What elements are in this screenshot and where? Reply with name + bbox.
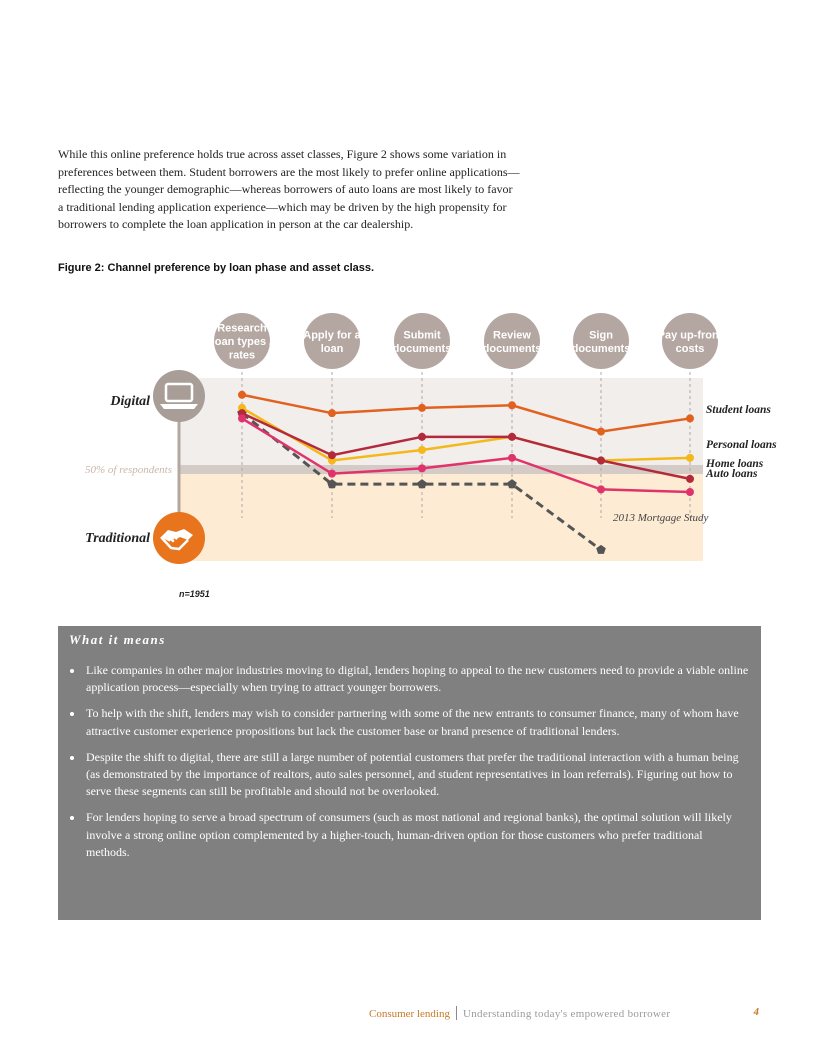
category-bubbles bbox=[212, 313, 723, 369]
category-label: costs bbox=[675, 342, 705, 355]
series-point bbox=[686, 475, 694, 483]
digital-band bbox=[180, 378, 703, 467]
footer-brand: Consumer lending bbox=[369, 1008, 450, 1020]
category-label: Sign bbox=[589, 329, 613, 342]
series-point bbox=[686, 454, 694, 462]
sample-size-note: n=1951 bbox=[179, 589, 210, 599]
list-item: To help with the shift, lenders may wish to consider partnering with some of the new entrants to consumer finance, many of whom have attractive customer experience propositions but lack the customer base or brand presence of traditional lenders. bbox=[69, 705, 749, 739]
digital-label: Digital bbox=[110, 394, 150, 409]
footer-description: Understanding today's empowered borrower bbox=[462, 1008, 671, 1020]
traditional-label: Traditional bbox=[85, 531, 150, 546]
series-point bbox=[508, 401, 516, 409]
series-point bbox=[686, 414, 694, 422]
laptop-icon bbox=[153, 370, 205, 422]
series-point bbox=[238, 391, 246, 399]
category-label: Research bbox=[217, 322, 267, 335]
category-label: rates bbox=[228, 349, 256, 362]
category-label: Apply for a bbox=[303, 329, 361, 342]
series-point bbox=[597, 485, 605, 493]
series-point bbox=[418, 433, 426, 441]
category-label: documents bbox=[571, 342, 631, 355]
category-bubble bbox=[393, 313, 452, 369]
series-point bbox=[508, 454, 516, 462]
figure-title: Figure 2: Channel preference by loan phase and asset class. bbox=[58, 262, 375, 274]
list-item: Like companies in other major industries moving to digital, lenders hoping to appeal to the new customers need to provide a viable online application process—especially when trying to attract younger borrowers. bbox=[69, 662, 749, 696]
list-item: For lenders hoping to serve a broad spectrum of consumers (such as most national and regional banks), the optimal solution will likely involve a strong online option complemented by a higher-touch, human-driven option for those customers who prefer traditional methods. bbox=[69, 809, 749, 861]
handshake-icon bbox=[153, 512, 205, 564]
category-label: documents bbox=[482, 342, 542, 355]
series-label: Home loans bbox=[706, 458, 764, 470]
what-it-means-box bbox=[58, 626, 761, 920]
what-it-means-list bbox=[69, 662, 749, 861]
series-point bbox=[328, 409, 336, 417]
reference-label: 50% of respondents bbox=[85, 464, 172, 476]
series-point bbox=[508, 433, 516, 441]
series-point bbox=[418, 404, 426, 412]
category-bubble bbox=[483, 313, 542, 369]
series-label: 2013 Mortgage Study bbox=[613, 512, 709, 524]
category-bubble bbox=[658, 313, 723, 369]
footer-divider bbox=[456, 1006, 457, 1020]
page-number: 4 bbox=[753, 1006, 759, 1018]
series-point bbox=[597, 456, 605, 464]
intro-paragraph: While this online preference holds true across asset classes, Figure 2 shows some variation in preferences between them. Student borrowers are the most likely to prefer online applications—reflecting the younger demographic—whereas borrowers of auto loans are most likely to favor a traditional lending application experience—which may be driven by the high propensity for borrowers to complete the loan application in person at the car dealership. bbox=[58, 147, 520, 232]
what-it-means-title: What it means bbox=[69, 632, 166, 647]
category-label: loan types / bbox=[211, 336, 273, 348]
series-point bbox=[686, 488, 694, 496]
category-label: loan bbox=[320, 342, 344, 355]
series-point bbox=[597, 428, 605, 436]
category-bubble bbox=[572, 313, 631, 369]
category-label: Review bbox=[493, 329, 531, 342]
category-bubble bbox=[212, 313, 273, 369]
channel-preference-chart bbox=[0, 290, 816, 610]
series-label: Auto loans bbox=[706, 468, 758, 480]
series-point bbox=[328, 451, 336, 459]
category-label: documents bbox=[392, 342, 452, 355]
series-point bbox=[418, 464, 426, 472]
series-label: Student loans bbox=[706, 404, 771, 416]
series-point bbox=[238, 414, 246, 422]
series-point bbox=[328, 470, 336, 478]
page-footer bbox=[369, 1006, 759, 1020]
series-label: Personal loans bbox=[706, 439, 777, 451]
series-point bbox=[418, 446, 426, 454]
category-label: Pay up-front bbox=[657, 329, 723, 342]
category-label: Submit bbox=[403, 329, 441, 342]
category-bubble bbox=[303, 313, 361, 369]
list-item: Despite the shift to digital, there are still a large number of potential customers that prefer the traditional interaction with a human being (as demonstrated by the importance of realtors, auto sales personnel, and student representatives in loan referrals). Figuring out how to serve these segments can still be profitable and should not be overlooked. bbox=[69, 749, 749, 801]
